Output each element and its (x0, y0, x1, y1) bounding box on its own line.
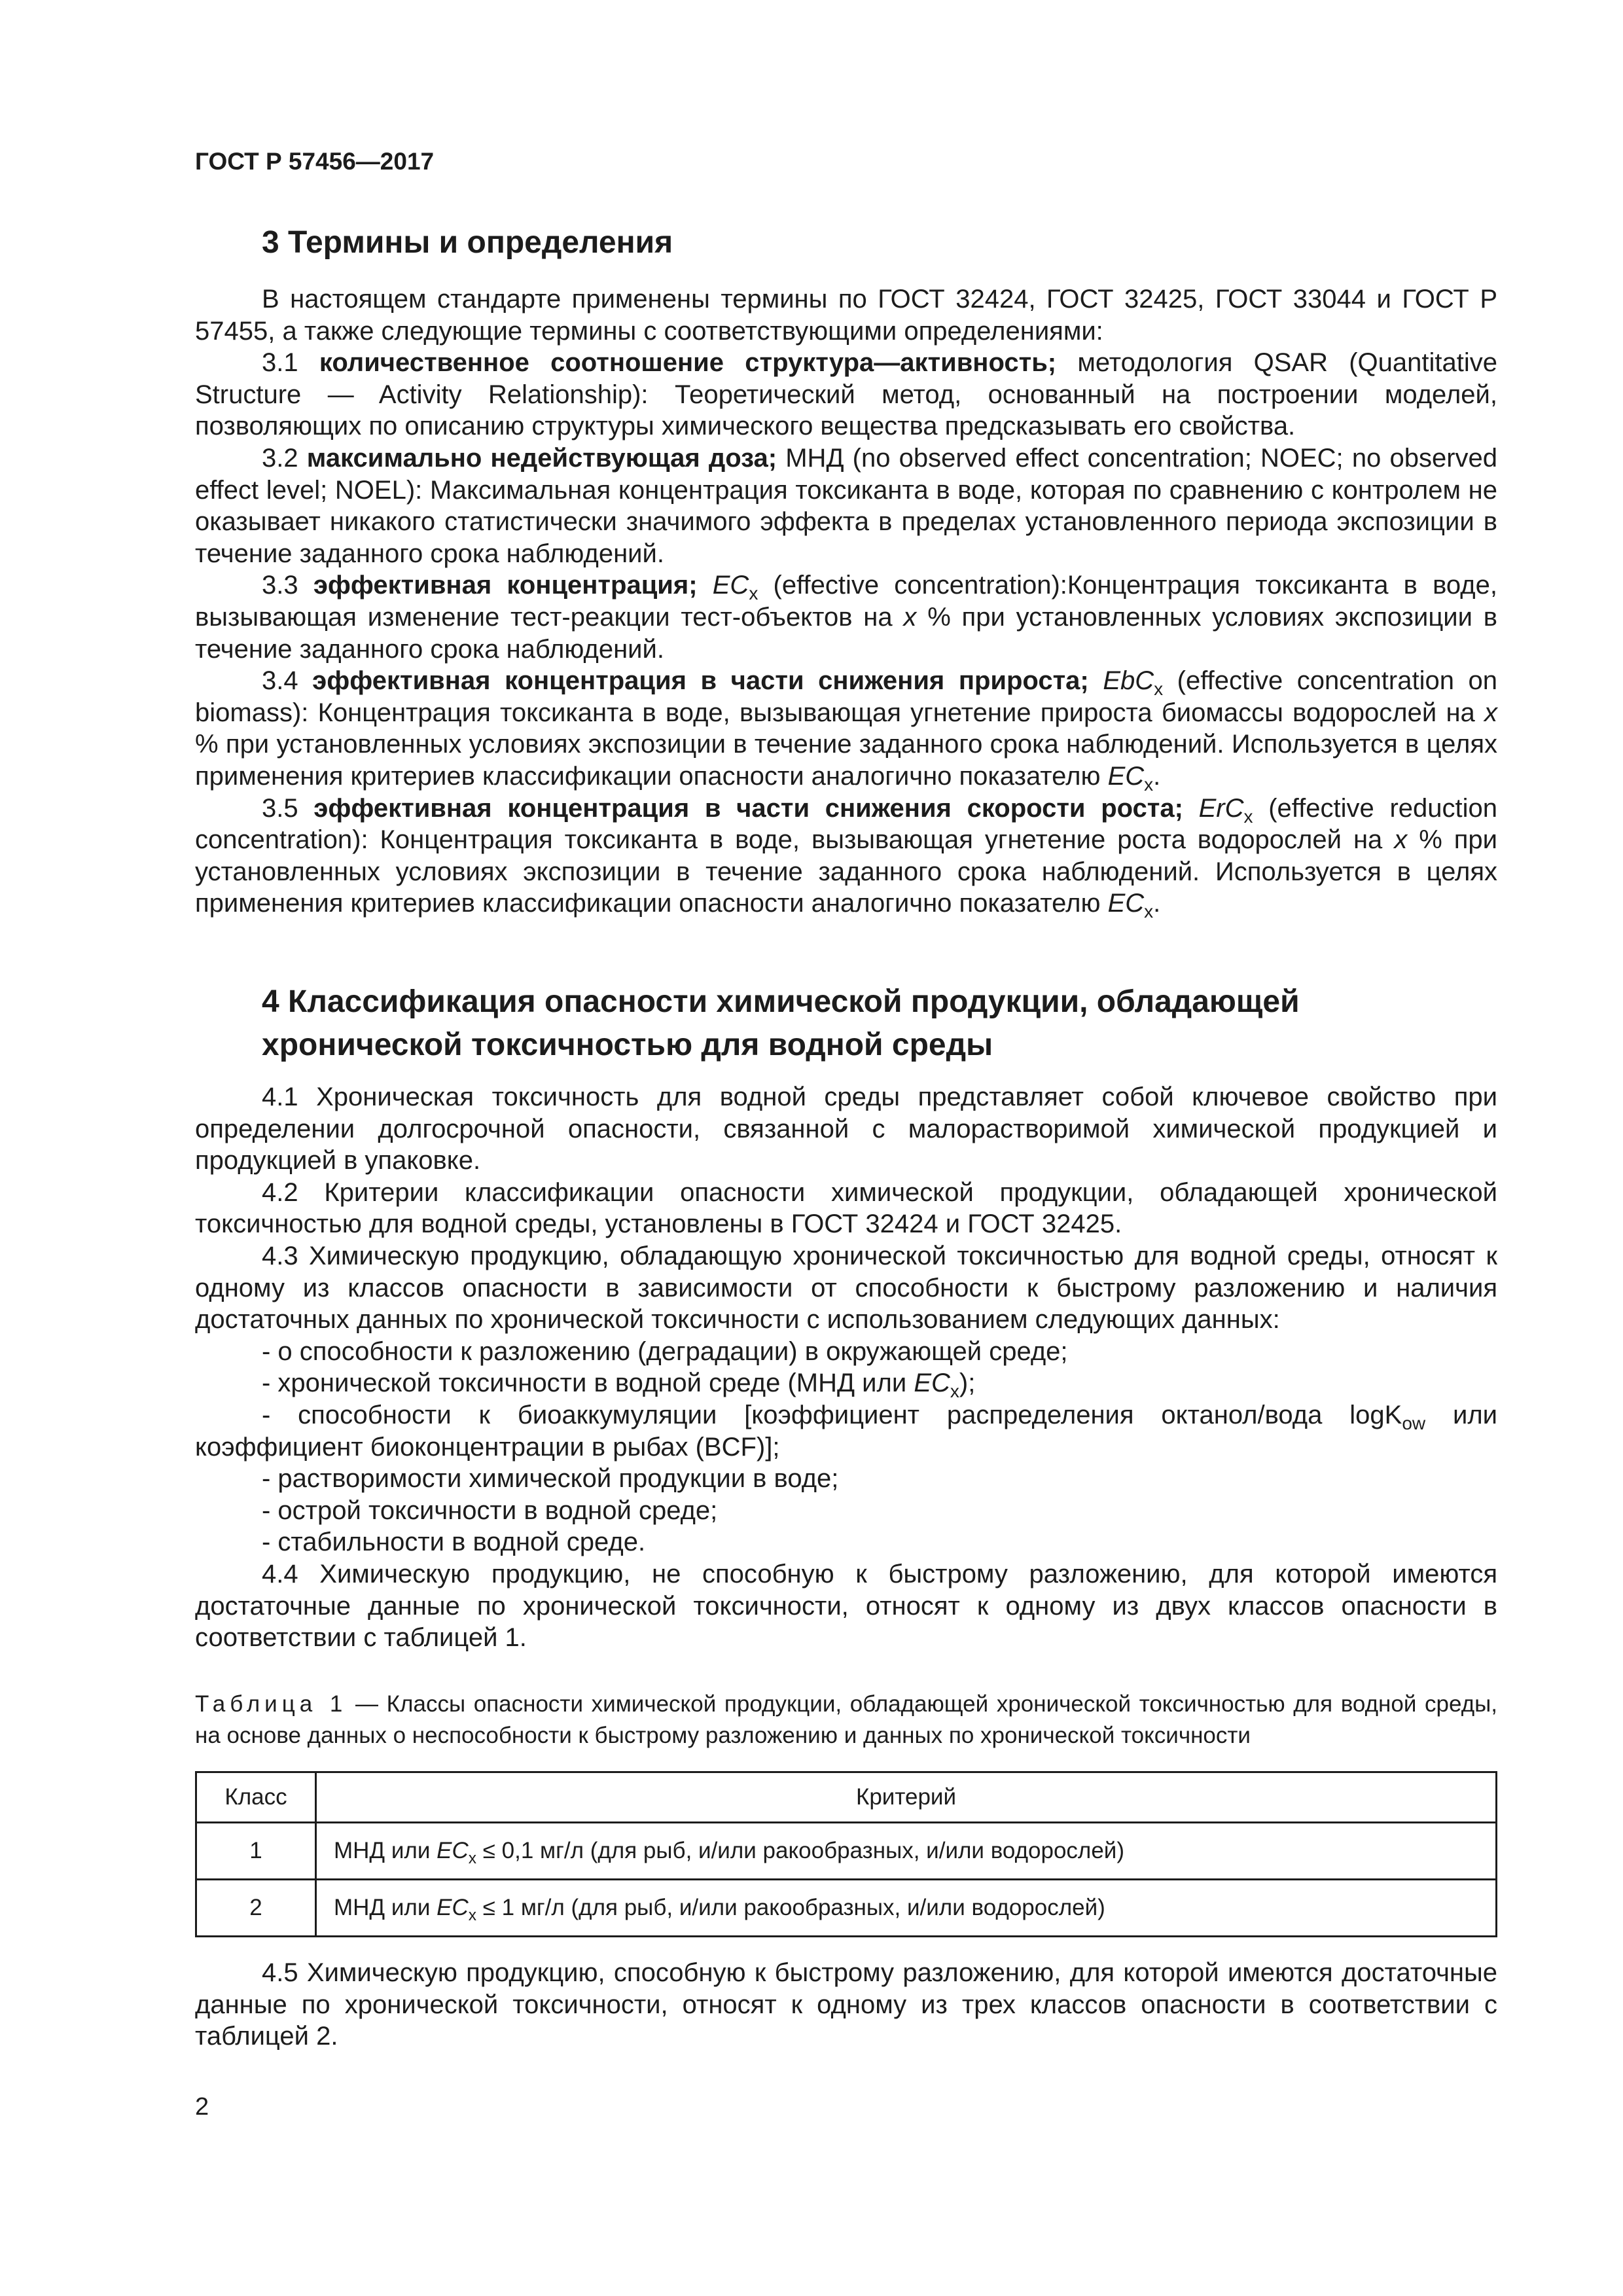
term-3-2-name: максимально недействующая доза; (306, 443, 777, 473)
paragraph-4-2: 4.2 Критерии классификации опасности химической продукции, обладающей хронической токсичностью для водной среды, установлены в ГОСТ 32424 и ГОСТ 32425. (195, 1177, 1497, 1239)
column-header-criterion: Критерий (316, 1772, 1497, 1823)
table-1-caption: Таблица 1 — Классы опасности химической продукции, обладающей хронической токсичностью для водной среды, на основе данных о неспособности к быстрому разложению и данных по хронической токсичности (195, 1691, 1497, 1748)
list-item: - о способности к разложению (деградации) в окружающей среде; (262, 1336, 1068, 1366)
section-4-title-line-2: хронической токсичностью для водной среды (262, 1028, 993, 1062)
section-4-title-line-1: 4 Классификация опасности химической продукции, обладающей (262, 984, 1300, 1019)
section-4-title (262, 980, 1300, 1067)
paragraph-4-5: 4.5 Химическую продукцию, способную к быстрому разложению, для которой имеются достаточные данные по хронической токсичности, относят к одному из трех классов опасности в соответствии с таблицей 2. (195, 1958, 1497, 2051)
table-cell-criterion: МНД или $EC_x \le 1$ мг/л (для рыб, и/или ракообразных, и/или водорослей) (316, 1880, 1497, 1937)
term-3-1-name: количественное соотношение структура—активность; (319, 348, 1057, 378)
column-header-class: Класс (196, 1772, 316, 1823)
table-1 (195, 1771, 1497, 1937)
paragraph-4-5-block (195, 1957, 1497, 2053)
section-4-body (195, 1081, 1497, 1654)
paragraph-4-4: 4.4 Химическую продукцию, не способную к быстрому разложению, для которой имеются достаточные данные по хронической токсичности, относят к одному из двух классов опасности в соответствии с таблицей 1. (195, 1559, 1497, 1653)
term-3-4: 3.4 эффективная концентрация в части снижения прироста; EbC$_x$ (effective concentration on biomass): Концентрация токсиканта в воде, вызывающая угнетение прироста биомассы водорослей на x % при установленных условиях экспозиции в течение заданного срока наблюдений. Используется в целях применения критериев классификации опасности аналогично показателю $EC_x$. (195, 666, 1498, 795)
section-3-body (195, 283, 1497, 920)
paragraph-4-3: 4.3 Химическую продукцию, обладающую хронической токсичностью для водной среды, относят к одному из классов опасности в зависимости от способности к быстрому разложению и наличия достаточных данных по хронической токсичности с использованием следующих данных: (195, 1241, 1497, 1335)
table-header-row (196, 1772, 1497, 1823)
section-3-intro: В настоящем стандарте применены термины по ГОСТ 32424, ГОСТ 32425, ГОСТ 33044 и ГОСТ Р 57455, а также следующие термины с соответствующими определениями: (195, 285, 1497, 346)
table-cell-class: 1 (196, 1823, 316, 1880)
term-3-3: 3.3 эффективная концентрация; $EC_x$ (effective concentration):Концентрация токсиканта в воде, вызывающая изменение тест-реакции тест-объектов на x % при установленных условиях экспозиции в течение заданного срока наблюдений. (195, 571, 1497, 664)
term-3-4-name: эффективная концентрация в части снижения прироста; (312, 666, 1089, 696)
term-3-5-name: эффективная концентрация в части снижения скорости роста; (313, 793, 1183, 823)
paragraph-4-1: 4.1 Хроническая токсичность для водной среды представляет собой ключевое свойство при определении долгосрочной опасности, связанной с малорастворимой химической продукцией и продукцией в упаковке. (195, 1083, 1497, 1175)
document-header-id: ГОСТ Р 57456—2017 (195, 148, 435, 175)
table-cell-criterion: МНД или $EC_x \le 0,1$ мг/л (для рыб, и/или ракообразных, и/или водорослей) (316, 1823, 1497, 1880)
page-number: 2 (195, 2093, 209, 2121)
list-item: - способности к биоаккумуляции [коэффициент распределения октанол/вода logK$_{ow}$ или коэффициент биоконцентрации в рыбах (BCF)]; (195, 1400, 1497, 1462)
list-item: - острой токсичности в водной среде; (262, 1496, 718, 1525)
list-item: - растворимости химической продукции в воде; (262, 1464, 839, 1494)
list-item: - стабильности в водной среде. (262, 1528, 646, 1557)
term-3-1: 3.1 количественное соотношение структура—активность; методология QSAR (Quantitative Structure — Activity Relationship): Теоретический метод, основанный на построении моделей, позволяющих по описанию структуры химического вещества предсказывать его свойства. (195, 348, 1497, 441)
section-3-title: 3 Термины и определения (262, 225, 673, 260)
table-row (196, 1880, 1497, 1937)
term-3-3-name: эффективная концентрация; (313, 571, 698, 600)
term-3-5: 3.5 эффективная концентрация в части снижения скорости роста; ErC$_x$ (effective reduction concentration): Концентрация токсиканта в воде, вызывающая угнетение роста водорослей на x % при установленных условиях экспозиции в течение заданного срока наблюдений. Используется в целях применения критериев классификации опасности аналогично показателю $EC_x$. (195, 793, 1497, 922)
list-item: - хронической токсичности в водной среде (МНД или $EC_x$); (262, 1369, 976, 1402)
table-cell-class: 2 (196, 1880, 316, 1937)
term-3-2: 3.2 максимально недействующая доза; МНД (no observed effect concentration; NOEC; no observed effect level; NOEL): Максимальная концентрация токсиканта в воде, которая по сравнению с контролем не оказывает никакого статистически значимого эффекта в пределах установленного периода экспозиции в течение заданного срока наблюдений. (195, 443, 1498, 568)
table-row (196, 1823, 1497, 1880)
table-1-caption-label: Таблица 1 (195, 1691, 348, 1717)
